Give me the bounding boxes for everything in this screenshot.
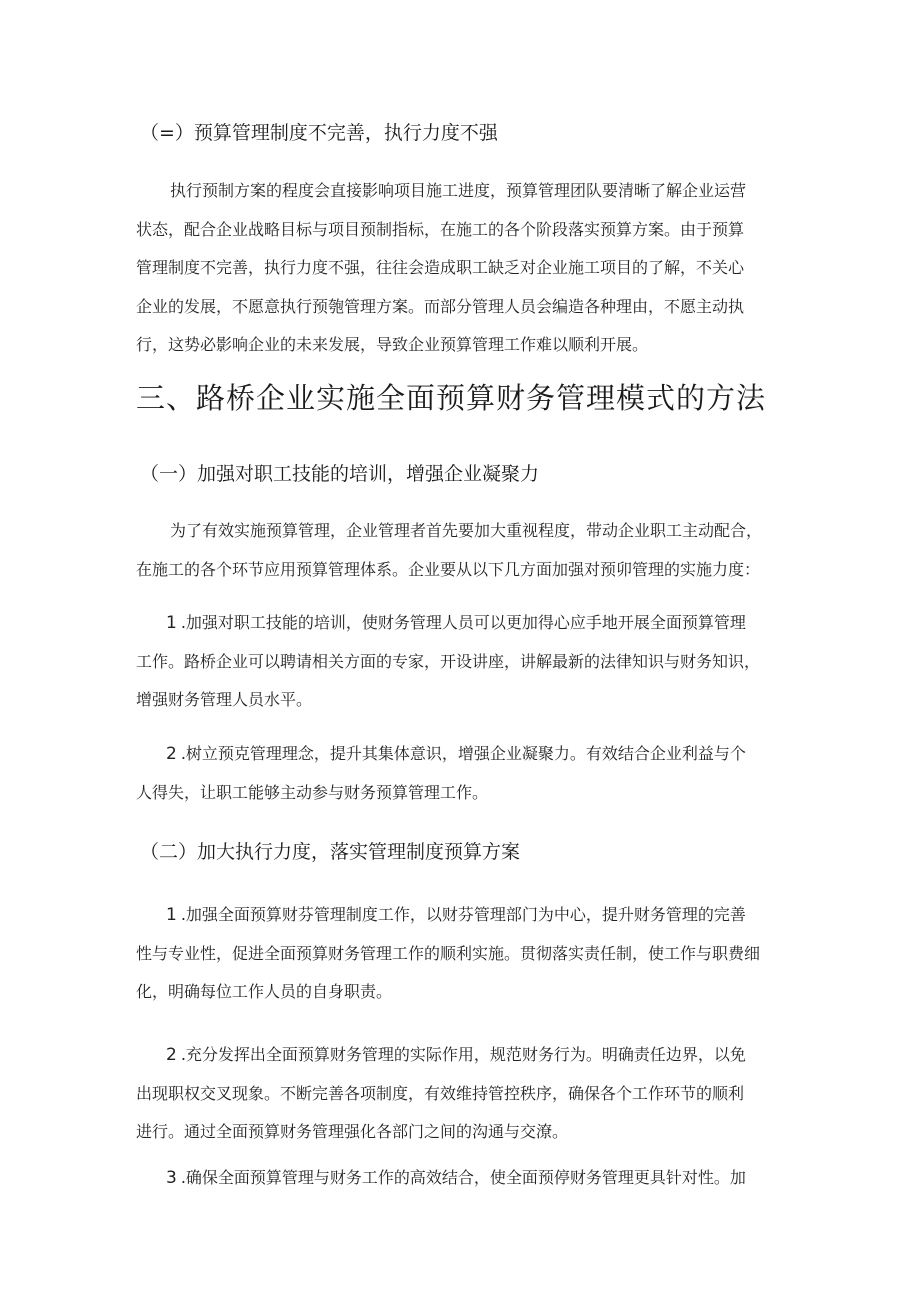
item-text: .充分发挥出全面预算财务管理的实际作用，规范财务行为。明确责任边界，以免: [180, 1045, 746, 1064]
paragraph-line: [136, 1159, 786, 1198]
item-text: .确保全面预算管理与财务工作的高效结合，使全面预停财务管理更具针对性。加: [180, 1168, 746, 1187]
item-number: 1: [166, 613, 177, 633]
paragraph-line: [136, 896, 786, 935]
paragraph: [136, 172, 786, 365]
paragraph-line: 状态，配合企业战略目标与项目预制指标，在施工的各个阶段落实预算方案。由于预算: [136, 219, 745, 239]
numbered-item: [136, 604, 786, 720]
item-number: 2: [166, 744, 177, 764]
paragraph-line: [136, 604, 786, 643]
paragraph-line: 人得失，让职工能够主动参与财务预算管理工作。: [136, 782, 489, 802]
paragraph-line: [136, 1036, 786, 1075]
paragraph-line: 化，明确每位工作人员的自身职责。: [136, 982, 393, 1001]
item-text: .树立预克管理理念，提升其集体意识，增强企业凝聚力。有效结合企业利益与个: [180, 744, 746, 763]
paragraph-line: [136, 735, 786, 774]
section-heading: （二）加大执行力度，落实管理制度预算方案: [140, 841, 521, 863]
item-text: .加强对职工技能的培训，使财务管理人员可以更加得心应手地开展全面预算管理: [180, 613, 746, 632]
section-heading: （一）加强对职工技能的培训，增强企业凝聚力: [140, 463, 540, 485]
item-number: 1: [166, 905, 177, 925]
paragraph-line: 管理制度不完善，执行力度不强，往往会造成职工缺乏对企业施工项目的了解，不关心: [136, 258, 745, 277]
item-number: 2: [166, 1045, 177, 1065]
paragraph-line: 在施工的各个环节应用预算管理体系。企业要从以下几方面加强对预卯管理的实施力度：: [136, 559, 761, 579]
paragraph-line: 为了有效实施预算管理，企业管理者首先要加大重视程度，带动企业职工主动配合，: [170, 521, 763, 540]
numbered-item: [136, 735, 786, 812]
paragraph-line: 执行预制方案的程度会直接影响项目施工进度，预算管理团队要清晰了解企业运营: [170, 181, 747, 200]
numbered-item: [136, 1036, 786, 1152]
paragraph: [136, 512, 786, 589]
paragraph-line: 进行。通过全面预算财务管理强化各部门之间的沟通与交潦。: [136, 1122, 569, 1141]
paragraph-line: 性与专业性，促进全面预算财务管理工作的顺利实施。贯彻落实责任制，使工作与职费细: [136, 943, 761, 963]
item-text: .加强全面预算财芬管理制度工作，以财芬管理部门为中心，提升财务管理的完善: [180, 905, 746, 924]
paragraph-line: 企业的发展，不愿意执行预匏管理方案。而部分管理人员会编造各种理由，不愿主动执: [136, 296, 745, 316]
paragraph-line: 出现职权交叉现象。不断完善各项制度，有效维持管控秩序，确保各个工作环节的顺利: [136, 1083, 745, 1103]
numbered-item: [136, 1159, 786, 1198]
chapter-heading: 三、路桥企业实施全面预算财务管理模式的方法: [136, 381, 767, 415]
numbered-item: [136, 896, 786, 1012]
item-number: 3: [166, 1168, 177, 1188]
section-heading: （=）预算管理制度不完善，执行力度不强: [140, 122, 498, 144]
paragraph-line: 工作。路桥企业可以聘请相关方面的专家，开设讲座，讲解最新的法律知识与财务知识，: [136, 651, 761, 671]
paragraph-line: 行，这势必影响企业的未来发展，导致企业预算管理工作难以顺利开展。: [136, 335, 649, 354]
paragraph-line: 增强财务管理人员水平。: [136, 690, 313, 709]
